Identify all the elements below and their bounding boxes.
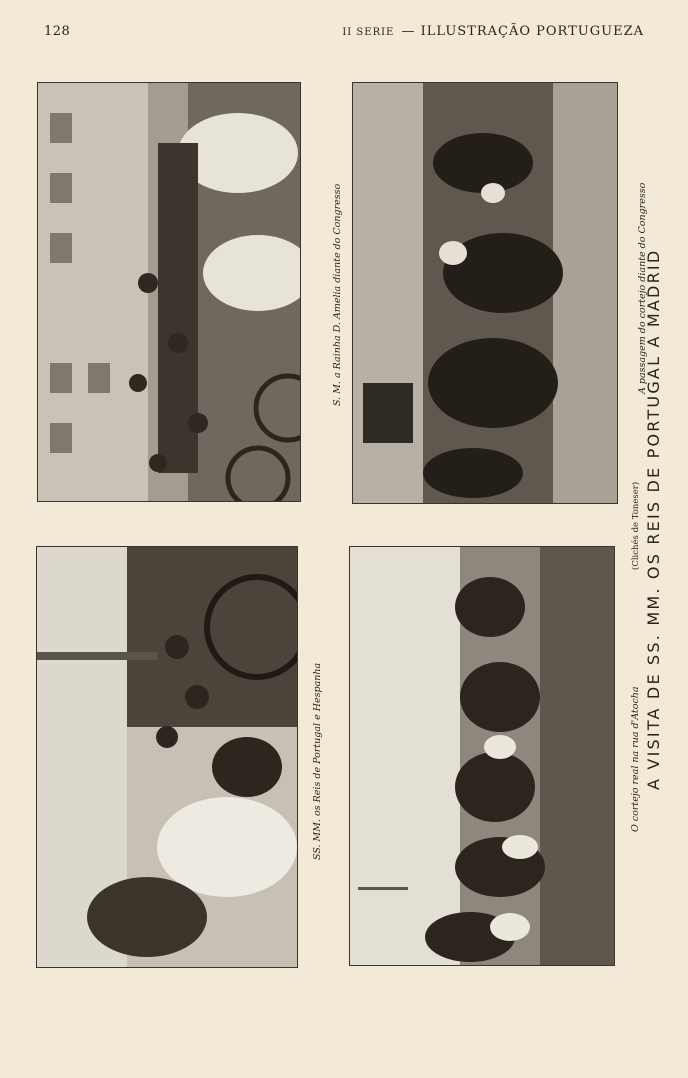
article-title: A VISITA DE SS. MM. OS REIS DE PORTUGAL A MADRID <box>644 248 663 790</box>
photo-rua-atocha <box>349 546 615 966</box>
photo-procession-congress <box>352 82 618 504</box>
caption-rua-atocha: O cortejo real na rua d'Atocha <box>630 686 641 832</box>
publication-title: ILLUSTRAÇÃO PORTUGUEZA <box>420 24 644 39</box>
running-header <box>342 24 644 39</box>
series-label: II SERIE <box>342 27 395 38</box>
photo-credit: (Clichés de Toneser) <box>631 481 641 570</box>
caption-kings: SS. MM. os Reis de Portugal e Hespanha <box>312 662 323 860</box>
photo-queen-amelia <box>37 82 301 502</box>
caption-queen-amelia: S. M. a Rainha D. Amelia diante do Congresso <box>332 183 343 406</box>
caption-procession-congress: A passagem do cortejo diante do Congresso <box>637 182 648 394</box>
photo-kings-portugal-spain <box>36 546 298 968</box>
page-number: 128 <box>44 24 71 39</box>
header-dash: — <box>396 24 421 39</box>
